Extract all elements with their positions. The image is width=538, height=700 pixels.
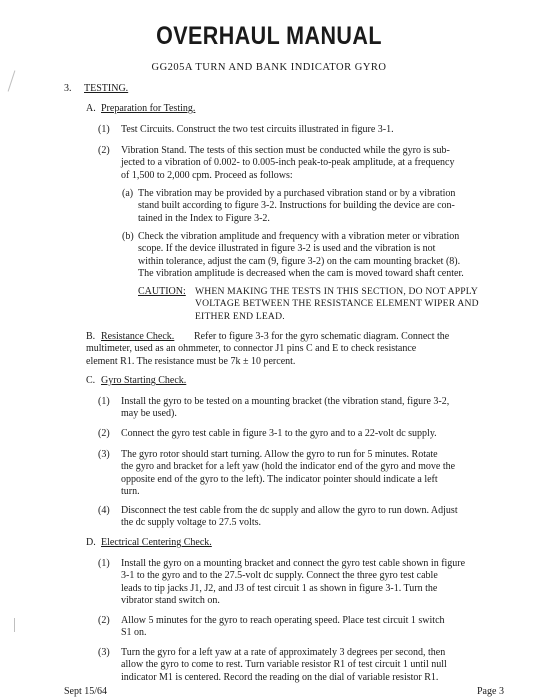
a2-line-1: Vibration Stand. The tests of this section must be conducted while the gyro is sub- — [121, 145, 450, 156]
d3-line-3: indicator M1 is centered. Record the reading on the dial of variable resistor R1. — [121, 671, 439, 683]
c3-line-1: The gyro rotor should start turning. Allow the gyro to run for 5 minutes. Rotate — [121, 449, 438, 460]
page-title: OVERHAUL MANUAL — [156, 22, 382, 50]
section-title: TESTING. — [84, 83, 129, 94]
c4-line-2: the dc supply voltage to 27.5 volts. — [121, 517, 261, 529]
d2-number: (2) — [98, 615, 110, 626]
d1-line-2: 3-1 to the gyro and to the 27.5-volt dc supply. Connect the three gyro test cable — [121, 570, 438, 582]
page-subtitle: GG205A TURN AND BANK INDICATOR GYRO — [151, 62, 387, 73]
caution-line-3: EITHER END LEAD. — [195, 310, 285, 322]
c3-line-2: the gyro and bracket for a left yaw (hold the indicator end of the gyro and move the — [121, 461, 456, 473]
d1-line-1: Install the gyro on a mounting bracket and connect the gyro test cable shown in figure — [121, 558, 466, 569]
c1-line-2: may be used). — [121, 408, 177, 420]
c2-number: (2) — [98, 428, 110, 439]
d3-number: (3) — [98, 647, 110, 658]
a1-number: (1) — [98, 124, 110, 135]
a2a-line-3: tained in the Index to Figure 3-2. — [138, 212, 270, 224]
a2b-line-1: Check the vibration amplitude and frequency with a vibration meter or vibration — [138, 231, 460, 242]
subsection-c-letter: C. — [86, 375, 96, 386]
footer-date: Sept 15/64 — [64, 686, 108, 697]
c3-number: (3) — [98, 449, 110, 460]
footer-page-number: Page 3 — [477, 686, 504, 697]
a2-line-3: of 1,500 to 2,000 cpm. Proceed as follows: — [121, 169, 293, 181]
scan-mark-top — [8, 70, 16, 91]
section-number: 3. — [64, 83, 72, 94]
a2b-line-2: scope. If the device illustrated in figure 3-2 is used and the vibration is not — [138, 243, 436, 255]
d1-number: (1) — [98, 558, 110, 569]
d2-line-2: S1 on. — [121, 627, 147, 639]
c1-line-1: Install the gyro to be tested on a mounting bracket (the vibration stand, figure 3-2, — [121, 396, 450, 407]
d3-line-1: Turn the gyro for a left yaw at a rate of approximately 3 degrees per second, then — [121, 647, 446, 658]
subsection-d-title: Electrical Centering Check. — [101, 537, 212, 548]
caution-label: CAUTION: — [138, 286, 186, 297]
caution-line-2: VOLTAGE BETWEEN THE RESISTANCE ELEMENT WIPER AND — [195, 298, 479, 310]
d1-line-4: vibrator stand switch on. — [121, 595, 220, 607]
subsection-d-letter: D. — [86, 537, 96, 548]
subsection-a-letter: A. — [86, 103, 96, 114]
a2a-line-2: stand built according to figure 3-2. Instructions for building the device are con- — [138, 200, 455, 212]
c3-line-3: opposite end of the gyro to the left). The indicator pointer should indicate a left — [121, 473, 438, 485]
c4-line-1: Disconnect the test cable from the dc supply and allow the gyro to run down. Adjust — [121, 505, 458, 516]
subsection-a-title: Preparation for Testing. — [101, 103, 196, 114]
c2-line-1: Connect the gyro test cable in figure 3-1 to the gyro and to a 22-volt dc supply. — [121, 428, 437, 439]
subsection-c-title: Gyro Starting Check. — [101, 375, 187, 386]
d1-line-3: leads to tip jacks J1, J2, and J3 of test circuit 1 as shown in figure 3-1. Turn the — [121, 582, 438, 594]
a2b-line-4: The vibration amplitude is decreased when the cam is moved toward shaft center. — [138, 268, 464, 280]
b-line-1-rest: Refer to figure 3-3 for the gyro schematic diagram. Connect the — [194, 331, 450, 342]
a2-number: (2) — [98, 145, 110, 156]
d2-line-1: Allow 5 minutes for the gyro to reach operating speed. Place test circuit 1 switch — [121, 615, 445, 626]
subsection-b-title: Resistance Check. — [101, 331, 175, 342]
caution-line-1: WHEN MAKING THE TESTS IN THIS SECTION, DO NOT APPLY — [195, 286, 479, 297]
a1-text: Test Circuits. Construct the two test circuits illustrated in figure 3-1. — [121, 124, 394, 135]
subsection-b-letter: B. — [86, 331, 96, 342]
a2b-line-3: within tolerance, adjust the cam (9, figure 3-2) on the cam mounting bracket (8). — [138, 255, 461, 267]
a2b-number: (b) — [122, 231, 134, 242]
a2a-line-1: The vibration may be provided by a purchased vibration stand or by a vibration — [138, 188, 456, 199]
a2a-number: (a) — [122, 188, 134, 199]
c3-line-4: turn. — [121, 486, 140, 498]
b-line-2: multimeter, used as an ohmmeter, to connector J1 pins C and E to check resistance — [86, 343, 417, 355]
scan-mark-bottom — [14, 618, 15, 632]
a2-line-2: jected to a vibration of 0.002- to 0.005-inch peak-to-peak amplitude, at a frequency — [121, 157, 455, 169]
d3-line-2: allow the gyro to come to rest. Turn variable resistor R1 of test circuit 1 until null — [121, 659, 447, 671]
c4-number: (4) — [98, 505, 110, 516]
b-line-3: element R1. The resistance must be 7k ± 10 percent. — [86, 355, 296, 367]
c1-number: (1) — [98, 396, 110, 407]
